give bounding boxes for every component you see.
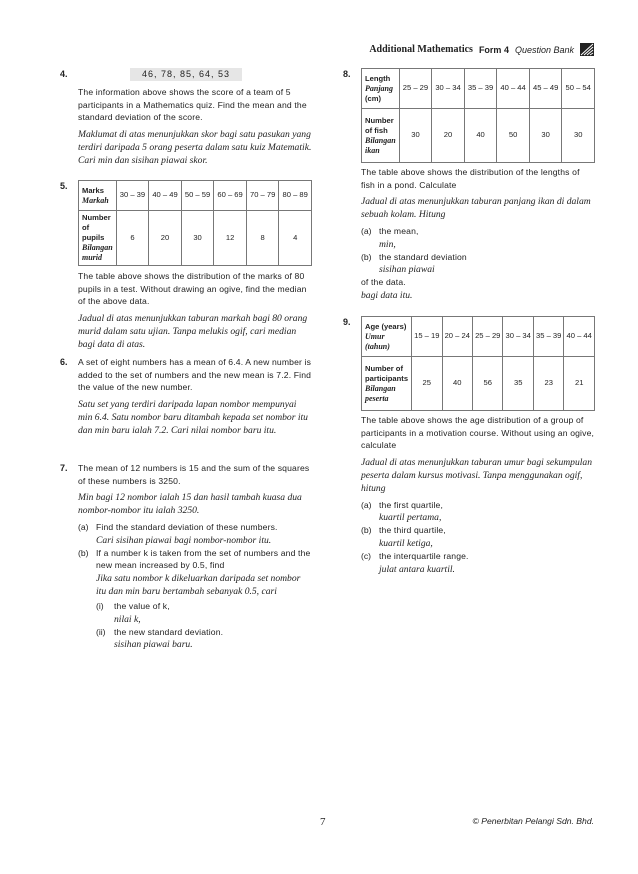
class-cell: 45 – 49 — [529, 69, 562, 109]
question-8 — [343, 68, 596, 302]
frequency-cell: 40 — [442, 357, 472, 411]
part-b-ii: (ii) the new standard deviation. sisihan piawai baru. — [96, 626, 224, 651]
frequency-cell: 8 — [246, 211, 279, 266]
question-text-my: Satu set yang terdiri daripada lapan nombor mempunyai min 6.4. Satu nombor baru ditambah kepada set nombor itu dan min baru ialah 7.2. Cari nilai nombor baru itu. — [78, 398, 308, 436]
question-number: 9. — [343, 317, 351, 327]
part-b: (b) the standard deviation sisihan piawai — [361, 251, 467, 276]
class-cell: 25 – 29 — [399, 69, 432, 109]
class-cell: 20 – 24 — [442, 317, 472, 357]
question-end-my: bagi data itu. — [361, 289, 413, 301]
class-cell: 30 – 34 — [432, 69, 465, 109]
frequency-cell: 21 — [564, 357, 595, 411]
pupils-header: Number of pupils Bilangan murid — [79, 211, 117, 266]
question-text-en: The mean of 12 numbers is 15 and the sum of the squares of these numbers is 3250. — [78, 463, 310, 486]
question-bank-label: Question Bank — [514, 44, 574, 55]
frequency-cell: 30 — [399, 109, 432, 163]
part-b-i: (i) the value of k, nilai k, — [96, 600, 170, 625]
marks-header: Marks Markah — [79, 181, 117, 211]
page-header — [369, 43, 594, 56]
form-label: Form 4 — [478, 44, 509, 55]
class-cell: 60 – 69 — [214, 181, 247, 211]
question-text-my: Maklumat di atas menunjukkan skor bagi satu pasukan yang terdiri daripada 5 orang peserta dalam satu kuiz Matematik. Cari min dan sisihan piawai skor. — [78, 128, 312, 166]
frequency-cell: 20 — [149, 211, 182, 266]
question-number: 4. — [60, 69, 68, 79]
part-b: (b) the third quartile, kuartil ketiga, — [361, 525, 446, 549]
fish-header: Number of fish Bilangan ikan — [362, 109, 400, 163]
book-title: Additional Mathematics — [369, 44, 473, 55]
class-cell: 40 – 49 — [149, 181, 182, 211]
question-number: 8. — [343, 69, 351, 79]
question-text-my: Jadual di atas menunjukkan taburan markah bagi 80 orang murid dalam satu ujian. Tanpa melukis ogif, cari median bagi data di atas. — [78, 312, 308, 350]
question-5 — [60, 180, 312, 355]
class-cell: 70 – 79 — [246, 181, 279, 211]
question-4 — [60, 68, 312, 171]
class-cell: 15 – 19 — [412, 317, 442, 357]
page-number: 7 — [320, 816, 326, 828]
class-cell: 40 – 44 — [564, 317, 595, 357]
class-cell: 50 – 54 — [562, 69, 595, 109]
frequency-cell: 25 — [412, 357, 442, 411]
participants-header: Number of participants Bilangan peserta — [362, 357, 412, 411]
frequency-cell: 23 — [533, 357, 563, 411]
part-a: (a) the mean, min, — [361, 226, 419, 250]
question-number: 6. — [60, 357, 68, 367]
question-text-en: A set of eight numbers has a mean of 6.4. A new number is added to the set of numbers and the new mean is 7.2. Find the value of the new number. — [78, 357, 312, 393]
frequency-cell: 56 — [473, 357, 503, 411]
question-7 — [60, 462, 312, 651]
length-header: Length Panjang (cm) — [362, 69, 400, 109]
score-data-box: 46, 78, 85, 64, 53 — [130, 68, 242, 81]
age-header: Age (years) Umur (tahun) — [362, 317, 412, 357]
question-text-my: Jadual di atas menunjukkan taburan panjang ikan di dalam sebuah kolam. Hitung — [361, 196, 591, 221]
frequency-cell: 12 — [214, 211, 247, 266]
frequency-cell: 40 — [464, 109, 497, 163]
frequency-cell: 35 — [503, 357, 533, 411]
class-cell: 30 – 34 — [503, 317, 533, 357]
class-cell: 80 – 89 — [279, 181, 312, 211]
frequency-cell: 30 — [562, 109, 595, 163]
question-text-en: The information above shows the score of a team of 5 participants in a Mathematics quiz. Find the mean and the standard deviation of the score. — [78, 87, 307, 123]
frequency-cell: 30 — [181, 211, 214, 266]
publisher-logo-icon — [580, 43, 594, 56]
marks-table — [78, 180, 312, 266]
part-c: (c) the interquartile range. julat antara kuartil. — [361, 550, 469, 575]
frequency-cell: 6 — [116, 211, 149, 266]
class-cell: 25 – 29 — [473, 317, 503, 357]
question-number: 7. — [60, 463, 68, 473]
question-text-en: The table above shows the distribution of the marks of 80 pupils in a test. Without drawing an ogive, find the median of the above data. — [78, 271, 307, 307]
part-a: (a) Find the standard deviation of these numbers. Cari sisihan piawai bagi nombor-nombor itu. — [78, 522, 278, 546]
frequency-cell: 20 — [432, 109, 465, 163]
question-6 — [60, 356, 312, 441]
class-cell: 50 – 59 — [181, 181, 214, 211]
part-b: (b) If a number k is taken from the set of numbers and the new mean increased by 0.5, find Jika satu nombor k dikeluarkan daripada set nombor itu dan min baru bertambah sebanyak 0.5, cari (i) the value of k, nilai k, (ii) the new standard deviation. sisihan piawai baru. — [78, 547, 311, 651]
frequency-cell: 4 — [279, 211, 312, 266]
length-table — [361, 68, 595, 163]
question-end-en: of the data. — [361, 277, 406, 288]
question-text-en: The table above shows the age distribution of a group of participants in a motivation course. Without using an ogive, calculate — [361, 415, 595, 451]
frequency-cell: 50 — [497, 109, 530, 163]
part-a: (a) the first quartile, kuartil pertama, — [361, 499, 443, 524]
question-9 — [343, 316, 596, 576]
class-cell: 35 – 39 — [464, 69, 497, 109]
question-text-en: The table above shows the distribution of the lengths of fish in a pond. Calculate — [361, 167, 580, 190]
age-table — [361, 316, 595, 411]
question-text-my: Jadual di atas menunjukkan taburan umur bagi sekumpulan peserta dalam kursus motivasi. Tanpa menggunakan ogif, hitung — [361, 456, 593, 494]
class-cell: 40 – 44 — [497, 69, 530, 109]
question-number: 5. — [60, 181, 68, 191]
frequency-cell: 30 — [529, 109, 562, 163]
copyright: © Penerbitan Pelangi Sdn. Bhd. — [472, 816, 594, 826]
class-cell: 30 – 39 — [116, 181, 149, 211]
class-cell: 35 – 39 — [533, 317, 563, 357]
question-text-my: Min bagi 12 nombor ialah 15 dan hasil tambah kuasa dua nombor-nombor itu ialah 3250. — [78, 492, 302, 517]
